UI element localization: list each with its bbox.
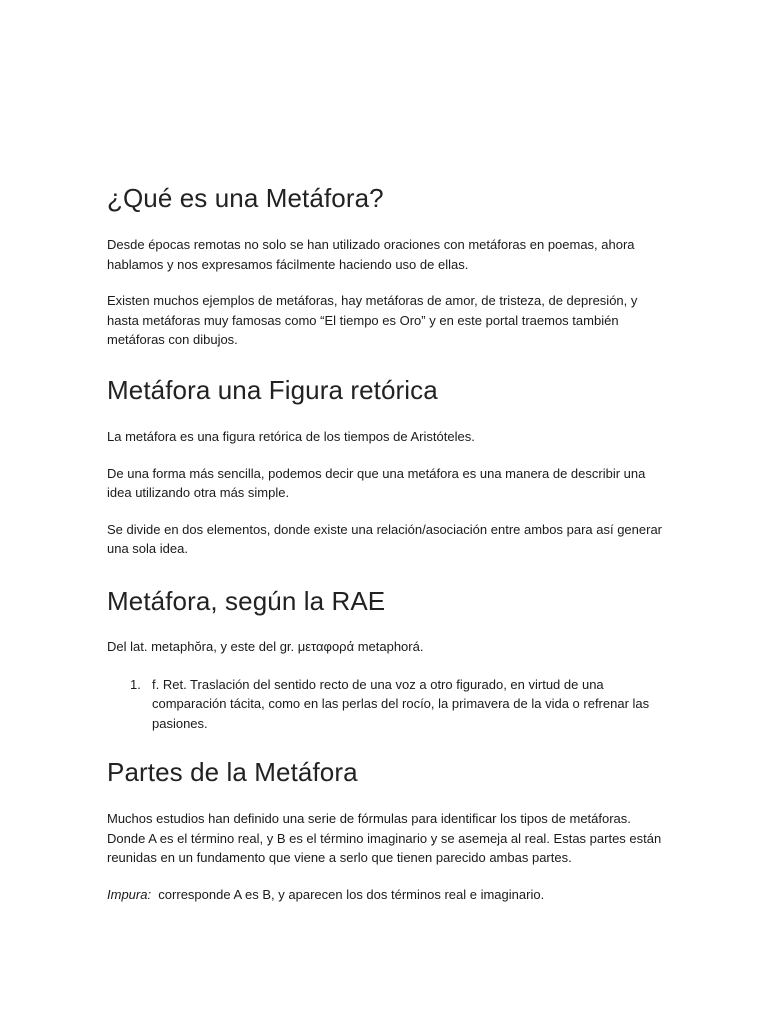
heading-segun-rae: Metáfora, según la RAE (107, 586, 386, 616)
heading-figura-retorica: Metáfora una Figura retórica (107, 375, 438, 405)
section-que-es-metafora (107, 182, 667, 350)
definition-list (107, 675, 667, 734)
paragraph: Desde épocas remotas no solo se han utilizado oraciones con metáforas en poemas, ahora hablamos y nos expresamos fácilmente haciendo uso de ellas. (107, 237, 635, 272)
definition-paragraph (107, 885, 667, 905)
section-partes-metafora (107, 756, 667, 904)
list-number: 1. (130, 676, 141, 692)
paragraph: De una forma más sencilla, podemos decir que una metáfora es una manera de describir una idea utilizando otra más simple. (107, 465, 646, 501)
heading-partes-metafora: Partes de la Metáfora (107, 757, 358, 787)
list-item (107, 675, 667, 734)
paragraph: Se divide en dos elementos, donde existe una relación/asociación entre ambos para así generar una sola idea. (107, 521, 663, 557)
definition-term: Impura: (107, 886, 152, 902)
section-figura-retorica (107, 374, 667, 559)
section-segun-rae (107, 585, 667, 733)
paragraph: Existen muchos ejemplos de metáforas, hay metáforas de amor, de tristeza, de depresión, y hasta metáforas muy famosas como “El tiempo es Oro” y en este portal traemos también metáforas con dibujos. (107, 293, 638, 348)
heading-que-es-metafora: ¿Qué es una Metáfora? (107, 183, 384, 213)
paragraph: Del lat. metaphŏra, y este del gr. μεταφορά metaphorá. (107, 639, 424, 654)
definition-text: corresponde A es B, y aparecen los dos términos real e imaginario. (151, 886, 545, 902)
list-item-text: f. Ret. Traslación del sentido recto de una voz a otro figurado, en virtud de una comparación tácita, como en las perlas del rocío, la primavera de la vida o refrenar las pasiones. (152, 676, 650, 731)
paragraph: Muchos estudios han definido una serie de fórmulas para identificar los tipos de metáforas. Donde A es el término real, y B es el término imaginario y se asemeja al real. Estas partes están reunidas en un fundamento que viene a serlo que tienen parecido ambas partes. (107, 811, 662, 866)
paragraph: La metáfora es una figura retórica de los tiempos de Aristóteles. (107, 429, 475, 444)
